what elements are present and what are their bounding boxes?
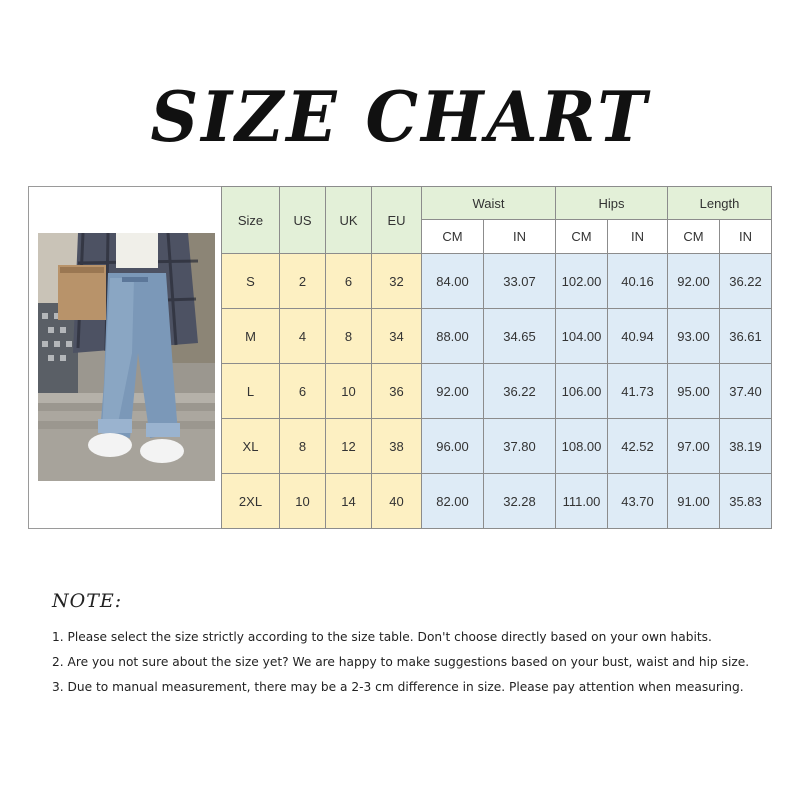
cell-length-in: 38.19 — [720, 419, 772, 474]
cell-length-cm: 95.00 — [668, 364, 720, 419]
table-row — [222, 474, 772, 529]
table-row — [222, 419, 772, 474]
cell-uk: 10 — [326, 364, 372, 419]
size-table — [221, 186, 772, 529]
cell-waist-cm: 84.00 — [422, 254, 484, 309]
header-length-cm: CM — [668, 220, 720, 254]
cell-waist-cm: 82.00 — [422, 474, 484, 529]
cell-waist-in: 33.07 — [484, 254, 556, 309]
cell-length-in: 37.40 — [720, 364, 772, 419]
cell-hips-cm: 111.00 — [556, 474, 608, 529]
note-heading: NOTE: — [52, 590, 123, 612]
cell-hips-in: 40.94 — [608, 309, 668, 364]
size-chart — [28, 186, 800, 530]
table-row — [222, 364, 772, 419]
product-photo — [38, 233, 215, 481]
cell-length-cm: 97.00 — [668, 419, 720, 474]
cell-uk: 14 — [326, 474, 372, 529]
cell-length-in: 36.61 — [720, 309, 772, 364]
cell-size: S — [222, 254, 280, 309]
cell-size: 2XL — [222, 474, 280, 529]
cell-hips-cm: 108.00 — [556, 419, 608, 474]
cell-waist-in: 37.80 — [484, 419, 556, 474]
header-eu: EU — [372, 187, 422, 254]
header-waist-cm: CM — [422, 220, 484, 254]
table-row — [222, 254, 772, 309]
cell-hips-cm: 102.00 — [556, 254, 608, 309]
page-title: SIZE CHART — [150, 76, 650, 158]
note-item: 1. Please select the size strictly according to the size table. Don't choose directly based on your own habits. — [52, 630, 712, 644]
jeans-model-photo — [38, 233, 215, 481]
header-us: US — [280, 187, 326, 254]
cell-hips-cm: 106.00 — [556, 364, 608, 419]
cell-eu: 40 — [372, 474, 422, 529]
header-uk: UK — [326, 187, 372, 254]
cell-length-cm: 93.00 — [668, 309, 720, 364]
table-row — [222, 309, 772, 364]
cell-waist-cm: 92.00 — [422, 364, 484, 419]
header-size: Size — [222, 187, 280, 254]
cell-us: 10 — [280, 474, 326, 529]
cell-size: XL — [222, 419, 280, 474]
cell-hips-in: 41.73 — [608, 364, 668, 419]
note-item: 2. Are you not sure about the size yet? We are happy to make suggestions based on your bust, waist and hip size. — [52, 655, 750, 669]
header-hips: Hips — [556, 187, 668, 220]
cell-uk: 8 — [326, 309, 372, 364]
cell-size: L — [222, 364, 280, 419]
cell-size: M — [222, 309, 280, 364]
cell-waist-in: 34.65 — [484, 309, 556, 364]
cell-us: 6 — [280, 364, 326, 419]
cell-waist-in: 36.22 — [484, 364, 556, 419]
header-hips-cm: CM — [556, 220, 608, 254]
header-length-in: IN — [720, 220, 772, 254]
note-list — [52, 628, 792, 703]
cell-us: 4 — [280, 309, 326, 364]
cell-us: 8 — [280, 419, 326, 474]
header-length: Length — [668, 187, 772, 220]
cell-length-in: 35.83 — [720, 474, 772, 529]
cell-eu: 38 — [372, 419, 422, 474]
cell-us: 2 — [280, 254, 326, 309]
cell-hips-in: 43.70 — [608, 474, 668, 529]
cell-length-in: 36.22 — [720, 254, 772, 309]
cell-uk: 12 — [326, 419, 372, 474]
cell-uk: 6 — [326, 254, 372, 309]
note-item: 3. Due to manual measurement, there may be a 2-3 cm difference in size. Please pay attention when measuring. — [52, 680, 744, 694]
cell-eu: 34 — [372, 309, 422, 364]
cell-hips-cm: 104.00 — [556, 309, 608, 364]
header-waist: Waist — [422, 187, 556, 220]
product-photo-cell — [28, 186, 221, 529]
cell-waist-in: 32.28 — [484, 474, 556, 529]
cell-eu: 32 — [372, 254, 422, 309]
cell-eu: 36 — [372, 364, 422, 419]
header-hips-in: IN — [608, 220, 668, 254]
cell-waist-cm: 88.00 — [422, 309, 484, 364]
cell-waist-cm: 96.00 — [422, 419, 484, 474]
cell-hips-in: 40.16 — [608, 254, 668, 309]
cell-length-cm: 91.00 — [668, 474, 720, 529]
cell-hips-in: 42.52 — [608, 419, 668, 474]
header-waist-in: IN — [484, 220, 556, 254]
cell-length-cm: 92.00 — [668, 254, 720, 309]
